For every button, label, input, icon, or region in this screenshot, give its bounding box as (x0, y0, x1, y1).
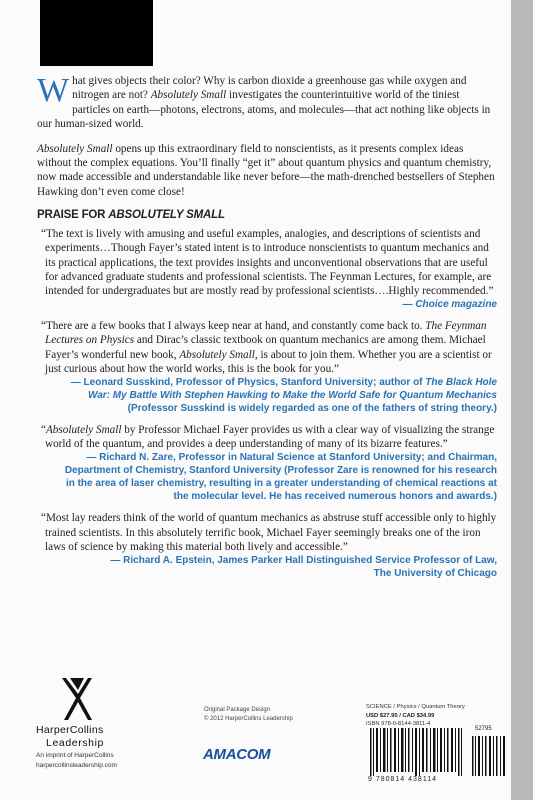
back-cover-text (37, 74, 497, 588)
quote-attribution: — Leonard Susskind, Professor of Physics, Stanford University; author of The Black Hole War: My Battle With Stephen Hawking to Make the World Safe for Quantum Mechanics (Professor Susskind is widely regarded as one of the fathers of string theory.) (70, 377, 497, 415)
cover-black-block (40, 0, 153, 66)
publisher-logo: AMACOM (203, 746, 271, 763)
intro-paragraph-2: Absolutely Small opens up this extraordinary field to nonscientists, as it presents complex ideas without the complex equations. You’ll finally “get it” about quantum physics and quantum chemistry, now made accessible and understandable like never before—the math-drenched bestsellers of Stephen Hawking don’t even come close! (37, 142, 495, 198)
praise-quote-choice: “The text is lively with amusing and useful examples, analogies, and descriptions of scientists and experiments…Though Fayer’s stated intent is to introduce nonscientists to quantum mechanics and its practical applications, the text provides insights and unconventional observations that are useful for advanced graduate students and professional scientists. The Feynman Lectures, for example, are intended for undergraduates but are mostly read by professional scientists….Highly recommended.” — Choice magazine (37, 227, 497, 311)
brand-name: HarperCollins (36, 724, 104, 736)
intro-paragraph-1: What gives objects their color? Why is carbon dioxide a greenhouse gas while oxygen and nitrogen are not? Absolutely Small investigates the counterintuitive world of the tiniest particles on earth—photons, electrons, atoms, and molecules—that act nothing like objects in our human-sized world. (37, 72, 491, 131)
quote-attribution: — Choice magazine (402, 299, 497, 311)
quote-attribution: — Richard N. Zare, Professor in Natural Science at Stanford University; and Chairman, Department of Chemistry, Stanford University (Professor Zare is renowned for his research in the area of laser chemistry, resulting in a greater understanding of chemical reactions at the molecular level. He has received numerous honors and awards.) (64, 452, 497, 503)
barcode-digits: 9 780814 438114 (368, 776, 437, 783)
drop-cap: W (37, 72, 70, 109)
spine-strip (511, 0, 533, 800)
brand-subname: Leadership (46, 737, 104, 749)
praise-heading: PRAISE FOR ABSOLUTELY SMALL (37, 209, 225, 222)
quote-attribution-affiliation: The University of Chicago (373, 568, 497, 580)
harpercollins-flame-icon (56, 676, 96, 722)
quote-attribution: — Richard A. Epstein, James Parker Hall Distinguished Service Professor of Law, (110, 555, 497, 567)
design-credit: Original Package Design (204, 707, 271, 713)
copyright-line: © 2012 HarperCollins Leadership (204, 716, 293, 722)
website-link[interactable]: harpercollinsleadership.com (36, 762, 117, 769)
praise-quote-epstein: “Most lay readers think of the world of quantum mechanics as abstruse stuff accessible only to highly trained scientists. In this absolutely terrific book, Michael Fayer seemingly breaks one of the iron laws of science by making this material both lively and accessible.” — Richard A. Epstein, James Parker Hall Distinguished Service Professor of Law, The University of Chicago (37, 511, 497, 580)
imprint-line: An imprint of HarperCollins (36, 752, 114, 759)
category-label: SCIENCE / Physics / Quantum Theory (366, 704, 465, 710)
price-addon-digits: 52795 (475, 726, 492, 732)
price-label: USD $27.95 / CAD $34.99 (366, 713, 435, 719)
barcode-icon (368, 728, 514, 776)
praise-quote-susskind: “There are a few books that I always keep near at hand, and constantly come back to. The Feynman Lectures on Physics and Dirac’s classic textbook on quantum mechanics are among them. Michael Fayer’s wonderful new book, Absolutely Small, is about to join them. Whether you are a scientist or just curious about how the world works, this is the book for you.” — Leonard Susskind, Professor of Physics, Stanford University; author of The Black Hole War: My Battle With Stephen Hawking to Make the World Safe for Quantum Mechanics (Professor Susskind is widely regarded as one of the fathers of string theory.) (37, 319, 497, 415)
back-cover-footer (0, 668, 511, 800)
praise-quote-zare: “Absolutely Small by Professor Michael Fayer provides us with a clear way of visualizing the strange world of the quantum, and provides a deep understanding of many of its bizarre features.” — Richard N. Zare, Professor in Natural Science at Stanford University; and Chairman, Department of Chemistry, Stanford University (Professor Zare is renowned for his research in the area of laser chemistry, resulting in a greater understanding of chemical reactions at the molecular level. He has received numerous honors and awards.) (37, 423, 497, 503)
isbn-label: ISBN 978-0-8144-3811-4 (366, 721, 431, 727)
